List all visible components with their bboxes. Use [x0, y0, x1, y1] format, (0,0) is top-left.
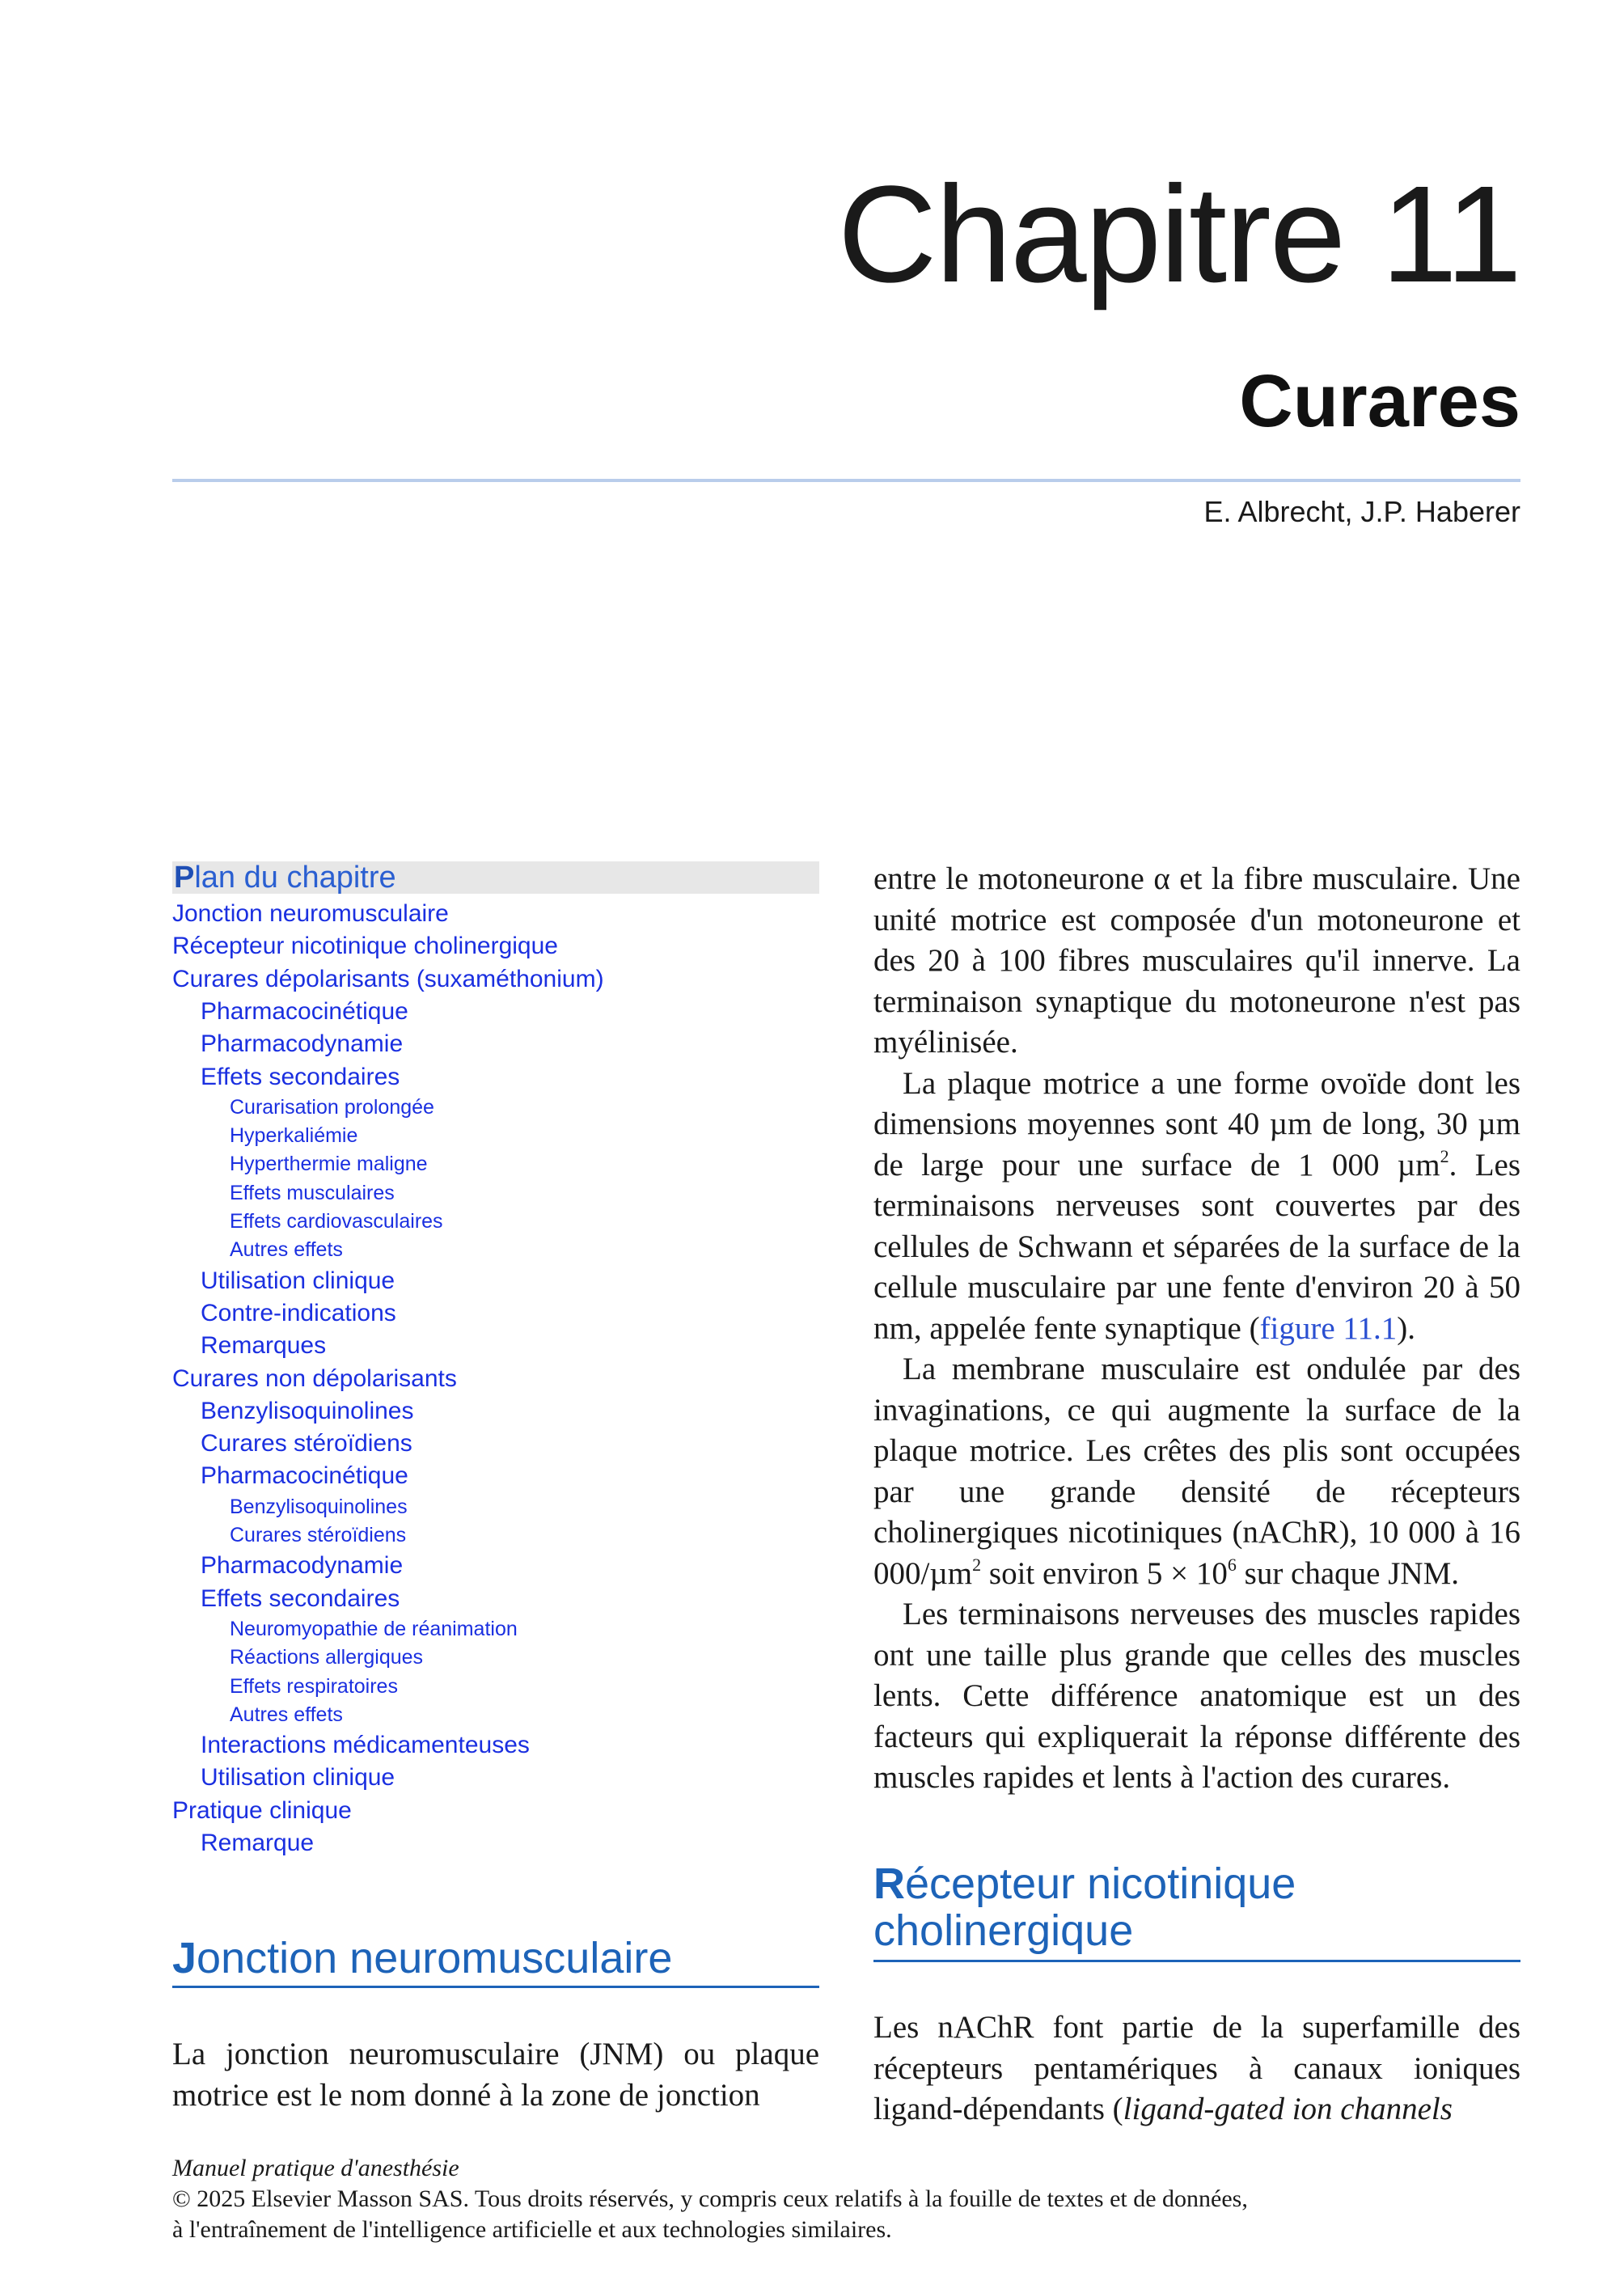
outline-item-level3[interactable]: Hyperthermie maligne — [230, 1153, 428, 1176]
section-heading-rest: écepteur nicotinique — [905, 1859, 1296, 1908]
chapter-authors: E. Albrecht, J.P. Haberer — [1203, 495, 1520, 528]
title-divider — [172, 479, 1520, 482]
outline-item-level2[interactable]: Pharmacocinétique — [201, 1462, 408, 1490]
recepteur-intro-paragraph — [873, 2007, 1520, 2130]
section-heading-jonction — [172, 1935, 672, 1982]
outline-item-level2[interactable]: Pharmacocinétique — [201, 997, 408, 1025]
paragraph-text: sur chaque JNM. — [1236, 1555, 1460, 1591]
outline-title — [174, 861, 396, 894]
paragraph-italic: ligand-gated ion channels — [1123, 2092, 1453, 2126]
outline-item-level2[interactable]: Curares stéroïdiens — [201, 1430, 412, 1457]
outline-item-level2[interactable]: Interactions médicamenteuses — [201, 1732, 530, 1759]
outline-item-level3[interactable]: Benzylisoquinolines — [230, 1495, 408, 1518]
outline-item-level3[interactable]: Autres effets — [230, 1703, 343, 1726]
paragraph-text: . Les terminaisons nerveuses sont couvertes par des cellules de Schwann et séparées de la surface de la cellule musculaire par une fente d'environ 20 à 50 nm, appelée fente synaptique ( — [873, 1147, 1521, 1346]
outline-item-level3[interactable]: Effets respiratoires — [230, 1674, 398, 1698]
section-heading-initial: J — [172, 1934, 197, 1982]
paragraph-motoneurone: entre le motoneurone α et la fibre musculaire. Une unité motrice est composée d'un motoneurone et des 20 à 100 fibres musculaires qu'il innerve. La terminaison synaptique du motoneurone n'est pas myélinisée. — [873, 861, 1520, 1060]
outline-item-level2[interactable]: Remarque — [201, 1830, 315, 1856]
section-rule-recepteur — [873, 1960, 1520, 1962]
outline-item-level3[interactable]: Réactions allergiques — [230, 1646, 424, 1669]
outline-title-initial: P — [174, 861, 195, 895]
outline-item-level3[interactable]: Curares stéroïdiens — [230, 1524, 407, 1546]
paragraph-text: La plaque motrice a une forme ovoïde dont les dimensions moyennes sont 40 µm de long, 30 µm de large pour une surface de 1 000 µm — [873, 1065, 1520, 1182]
section-heading-rest: onction neuromusculaire — [197, 1934, 673, 1982]
outline-item-level2[interactable]: Contre-indications — [201, 1299, 396, 1326]
paragraph-terminaisons: Les terminaisons nerveuses des muscles rapides ont une taille plus grande que celles des muscles lents. Cette différence anatomique est un des facteurs qui expliquerait la réponse différente des muscles rapides et lents à l'action des curares. — [873, 1597, 1520, 1795]
paragraph-text: ). — [1397, 1310, 1415, 1346]
paragraph-text: La membrane musculaire est ondulée par des invaginations, ce qui augmente la surface de la plaque motrice. Les crêtes des plis sont occupées par une grande densité de récepteurs cholinergiques nicotiniques (nAChR), 10 000 à 16 000/µm — [873, 1352, 1520, 1591]
outline-item-level2[interactable]: Effets secondaires — [201, 1584, 400, 1612]
footer-book-title: Manuel pratique d'anesthésie — [172, 2155, 459, 2181]
paragraph-text: soit environ 5 × 10 — [981, 1555, 1228, 1591]
outline-item-level3[interactable]: Autres effets — [230, 1238, 343, 1262]
outline-item-level2[interactable]: Benzylisoquinolines — [201, 1397, 414, 1424]
outline-item-level3[interactable]: Effets cardiovasculaires — [230, 1210, 443, 1233]
outline-item-level2[interactable]: Utilisation clinique — [201, 1267, 395, 1294]
outline-header — [172, 861, 819, 894]
paragraph-membrane — [873, 1349, 1520, 1594]
recepteur-intro — [873, 2007, 1520, 2130]
outline-item-level1[interactable]: Curares dépolarisants (suxaméthonium) — [172, 965, 604, 992]
jonction-intro-paragraph: La jonction neuromusculaire (JNM) ou plaque motrice est le nom donné à la zone de jonction — [172, 2037, 819, 2113]
figure-link[interactable]: figure 11.1 — [1259, 1310, 1398, 1346]
section-heading-recepteur — [873, 1860, 1296, 1954]
footer-copyright-line2: à l'entraînement de l'intelligence artificielle et aux technologies similaires. — [172, 2216, 892, 2243]
chapter-outline — [172, 861, 819, 1856]
superscript: 2 — [972, 1554, 982, 1575]
paragraph-plaque-motrice — [873, 1064, 1520, 1350]
outline-item-level3[interactable]: Hyperkaliémie — [230, 1124, 358, 1148]
chapter-title: Curares — [1239, 360, 1520, 442]
chapter-number: Chapitre 11 — [837, 158, 1520, 311]
section-heading-line2: cholinergique — [873, 1906, 1134, 1955]
superscript: 2 — [1440, 1145, 1449, 1166]
outline-item-level3[interactable]: Effets musculaires — [230, 1181, 395, 1204]
outline-item-level2[interactable]: Pharmacodynamie — [201, 1030, 404, 1058]
superscript: 6 — [1227, 1554, 1237, 1575]
outline-item-level2[interactable]: Remarques — [201, 1332, 327, 1360]
jonction-intro — [172, 2034, 819, 2116]
outline-item-level2[interactable]: Pharmacodynamie — [201, 1552, 404, 1580]
section-rule-jonction — [172, 1986, 819, 1988]
outline-item-level2[interactable]: Utilisation clinique — [201, 1764, 395, 1792]
outline-item-level1[interactable]: Curares non dépolarisants — [172, 1364, 457, 1392]
section-heading-initial: R — [873, 1859, 905, 1908]
outline-item-level1[interactable]: Jonction neuromusculaire — [172, 900, 449, 927]
outline-item-level3[interactable]: Curarisation prolongée — [230, 1095, 434, 1119]
outline-item-level3[interactable]: Neuromyopathie de réanimation — [230, 1617, 518, 1640]
outline-title-rest: lan du chapitre — [194, 861, 396, 895]
page-footer — [172, 2153, 1547, 2245]
footer-copyright-line1: © 2025 Elsevier Masson SAS. Tous droits réservés, y compris ceux relatifs à la fouille de textes et de données, — [172, 2185, 1248, 2212]
section-heading-line1 — [873, 1860, 1296, 1907]
outline-item-level1[interactable]: Pratique clinique — [172, 1796, 352, 1824]
paragraph-text: Les nAChR font partie de la superfamille des récepteurs pentamériques à canaux ioniques ligand-dépendants ( — [873, 2010, 1520, 2126]
jonction-continued — [873, 859, 1520, 1799]
outline-item-level2[interactable]: Effets secondaires — [201, 1063, 400, 1090]
outline-item-level1[interactable]: Récepteur nicotinique cholinergique — [172, 933, 558, 960]
